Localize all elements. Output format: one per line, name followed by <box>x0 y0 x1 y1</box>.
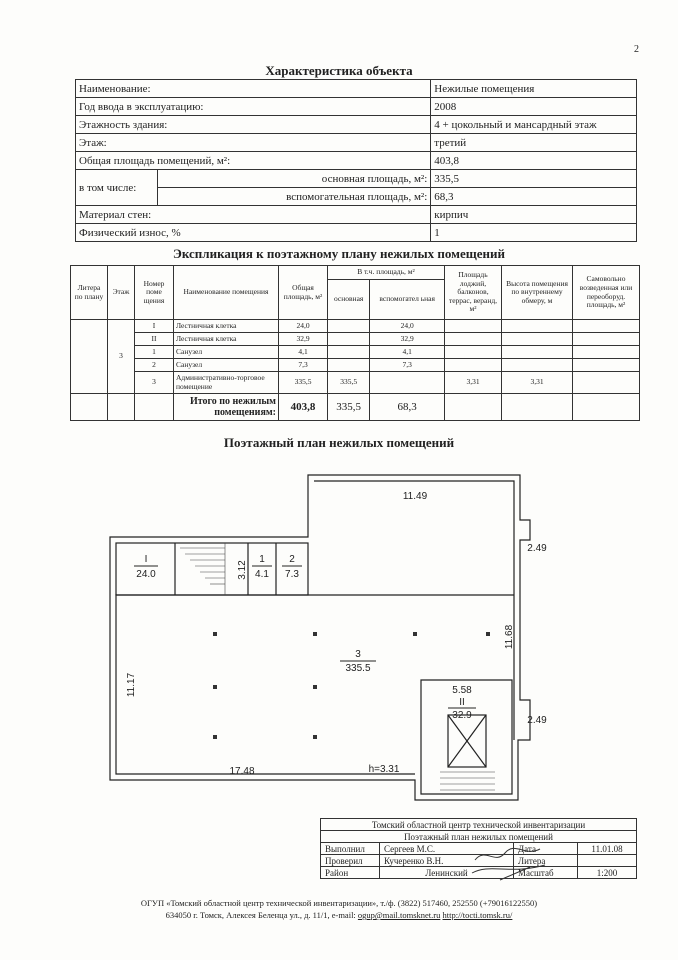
room-II-num: II <box>459 697 465 708</box>
page-number: 2 <box>634 44 639 55</box>
stamp-label: Район <box>321 867 380 879</box>
row-value: кирпич <box>431 206 637 224</box>
footer-line1: ОГУП «Томский областной центр технической инвентаризации», т./ф. (3822) 517460, 252550 (+79016122550) <box>140 898 538 908</box>
cell-total: 24,0 <box>279 320 328 333</box>
cell-name: Санузел <box>174 359 279 372</box>
footer-email-link[interactable]: ogup@mail.tomsknet.ru <box>357 910 441 920</box>
col-unauth: Самовольно возведенная или переоборуд. площадь, м² <box>573 266 640 320</box>
dim-right: 11.68 <box>504 624 515 650</box>
row-value: 2008 <box>431 98 637 116</box>
stamp-label: Проверил <box>321 855 380 867</box>
cell-total: 7,3 <box>279 359 328 372</box>
stamp-label: Дата <box>514 843 578 855</box>
stamp-checked: Кучеренко В.Н. <box>380 855 514 867</box>
row-label: Наименование: <box>76 80 431 98</box>
cell-height: 3,31 <box>502 372 573 394</box>
total-label: Итого по нежилым помещениям: <box>174 394 279 421</box>
stamp-label: Масштаб <box>514 867 578 879</box>
row-value: 403,8 <box>431 152 637 170</box>
cell-name: Лестничная клетка <box>174 320 279 333</box>
footer-url-link[interactable]: http://tocti.tomsk.ru/ <box>442 910 513 920</box>
stamp-label: Литера <box>514 855 578 867</box>
row-label: вспомогательная площадь, м²: <box>158 188 431 206</box>
dim-bottom: 17.48 <box>229 766 255 777</box>
footer-line2 <box>0 910 678 920</box>
dim-right-top: 2.49 <box>527 543 547 554</box>
col-name: Наименование помещения <box>174 266 279 320</box>
total-main: 335,5 <box>328 394 370 421</box>
room-1-area: 4.1 <box>255 569 269 580</box>
col-height: Высота помещения по внутреннему обмеру, м <box>502 266 573 320</box>
col-incl: В т.ч. площадь, м² <box>328 266 445 280</box>
dim-stair-width: 3.12 <box>237 560 248 580</box>
cell-aux: 24,0 <box>370 320 445 333</box>
total-total: 403,8 <box>279 394 328 421</box>
col-total: Общая площадь, м² <box>279 266 328 320</box>
cell-name: Лестничная клетка <box>174 333 279 346</box>
row-label: Год ввода в эксплуатацию: <box>76 98 431 116</box>
stamp-label: Выполнил <box>321 843 380 855</box>
dim-stair2-width: 5.58 <box>452 685 472 696</box>
cell-total: 32,9 <box>279 333 328 346</box>
plan-title: Поэтажный план нежилых помещений <box>223 435 455 450</box>
row-value: 4 + цокольный и мансардный этаж <box>431 116 637 134</box>
room-1-num: 1 <box>259 554 265 565</box>
col-main: основная <box>328 280 370 320</box>
row-value: третий <box>431 134 637 152</box>
cell-name: Санузел <box>174 346 279 359</box>
col-num: Номер поме щения <box>135 266 174 320</box>
stamp-district: Ленинский <box>380 867 514 879</box>
cell-num: 1 <box>135 346 174 359</box>
row-value: 1 <box>431 224 637 242</box>
row-value: 335,5 <box>431 170 637 188</box>
stair-steps-2 <box>440 772 495 790</box>
row-value: Нежилые помещения <box>431 80 637 98</box>
cell-num: I <box>135 320 174 333</box>
stamp-litera <box>578 855 637 867</box>
cell-num: 3 <box>135 372 174 394</box>
room-2-area: 7.3 <box>285 569 299 580</box>
cell-num: II <box>135 333 174 346</box>
dim-height: h=3.31 <box>368 764 400 775</box>
building-outer-wall <box>110 475 530 800</box>
dim-left: 11.17 <box>126 672 137 698</box>
room-I-area: 24.0 <box>136 569 156 580</box>
cell-floor: 3 <box>108 320 135 394</box>
footer-address: 634050 г. Томск, Алексея Беленца ул., д. 11/1, e-mail: <box>165 910 358 920</box>
cell-loggia: 3,31 <box>445 372 502 394</box>
stamp-doc: Поэтажный план нежилых помещений <box>321 831 637 843</box>
row-label: основная площадь, м²: <box>158 170 431 188</box>
row-label: Материал стен: <box>76 206 431 224</box>
cell-aux: 4,1 <box>370 346 445 359</box>
dim-top: 11.49 <box>402 491 428 502</box>
room-3-area: 335.5 <box>345 663 371 674</box>
incl-label: в том числе: <box>76 170 158 206</box>
cell-num: 2 <box>135 359 174 372</box>
room-I-num: I <box>144 554 148 565</box>
col-litera: Литера по плану <box>71 266 108 320</box>
explication-title: Экспликация к поэтажному плану нежилых помещений <box>173 246 505 261</box>
stamp-date: 11.01.08 <box>578 843 637 855</box>
stamp-scale: 1:200 <box>578 867 637 879</box>
dim-right-bottom: 2.49 <box>527 715 547 726</box>
col-loggia: Площадь лоджий, балконов, террас, веранд, м² <box>445 266 502 320</box>
col-aux: вспомогател ьная <box>370 280 445 320</box>
room-II-area: 32.9 <box>452 710 472 721</box>
cell-aux: 32,9 <box>370 333 445 346</box>
row-label: Этаж: <box>76 134 431 152</box>
cell-total: 335,5 <box>279 372 328 394</box>
object-title: Характеристика объекта <box>265 63 413 78</box>
cell-name: Административно-торговое помещение <box>174 372 279 394</box>
row-value: 68,3 <box>431 188 637 206</box>
col-floor: Этаж <box>108 266 135 320</box>
stamp-done: Сергеев М.С. <box>380 843 514 855</box>
building-inner-wall <box>116 481 514 794</box>
room-2-num: 2 <box>289 554 295 565</box>
row-label: Физический износ, % <box>76 224 431 242</box>
room-3-num: 3 <box>355 649 361 660</box>
stair-steps-1 <box>180 543 225 595</box>
cell-main: 335,5 <box>328 372 370 394</box>
total-aux: 68,3 <box>370 394 445 421</box>
signature <box>470 845 550 885</box>
row-label: Общая площадь помещений, м²: <box>76 152 431 170</box>
cell-aux: 7,3 <box>370 359 445 372</box>
stamp-org: Томский областной центр технической инвентаризации <box>321 819 637 831</box>
row-label: Этажность здания: <box>76 116 431 134</box>
cell-total: 4,1 <box>279 346 328 359</box>
